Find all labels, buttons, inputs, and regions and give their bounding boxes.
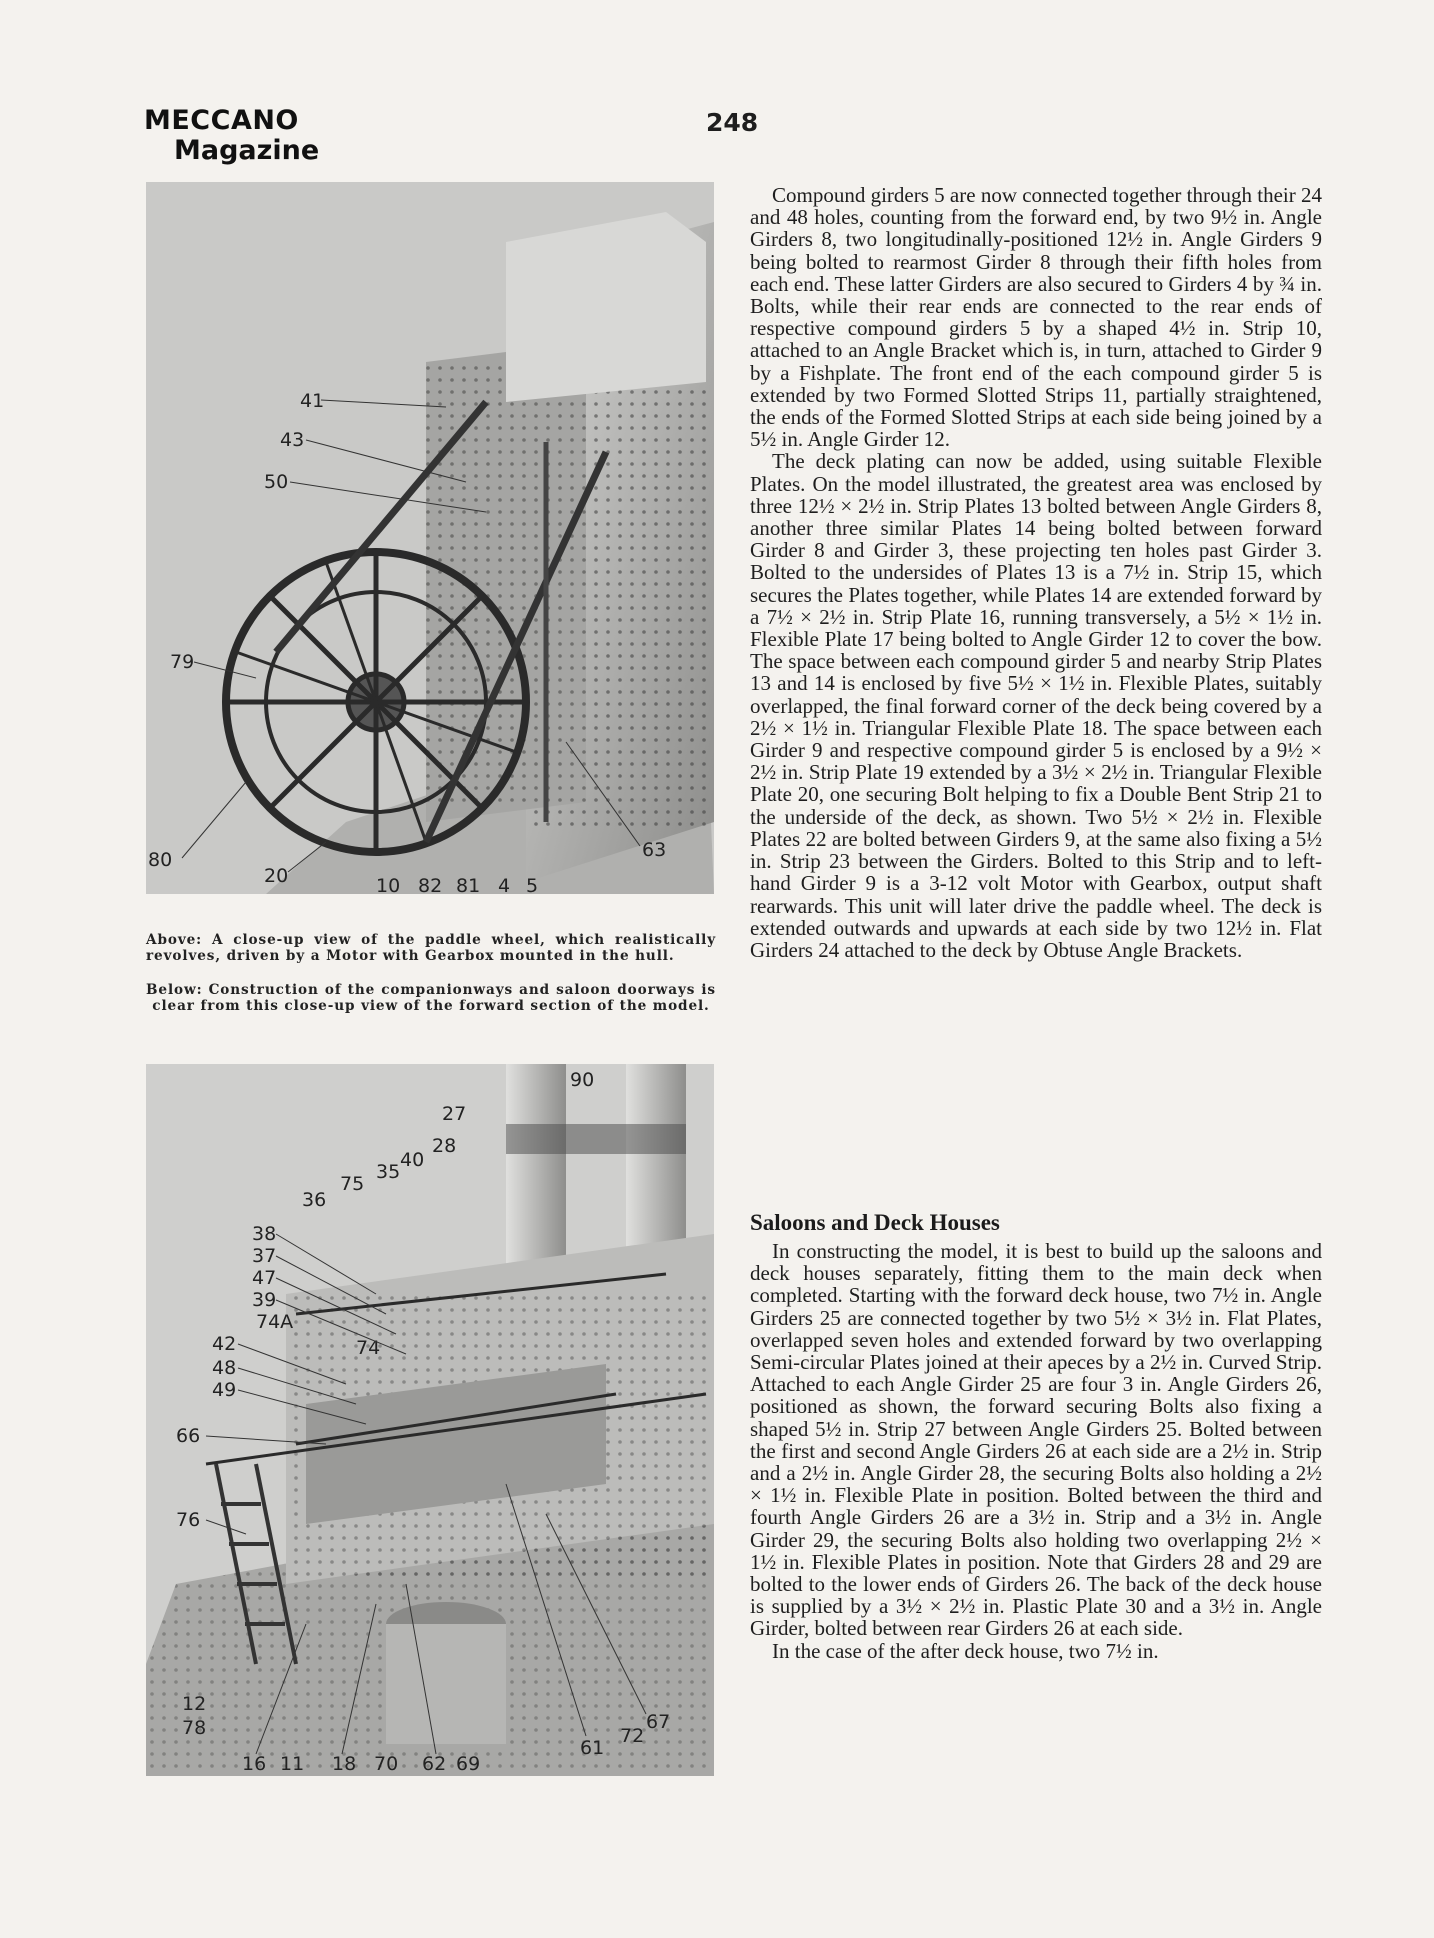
- paragraph-4: In the case of the after deck house, two 7½ in.: [772, 1638, 1159, 1663]
- caption-bottom: [146, 982, 716, 1014]
- label-20: 20: [264, 865, 289, 887]
- label-70: 70: [374, 1753, 399, 1775]
- label-40: 40: [400, 1149, 425, 1171]
- label-72: 72: [620, 1725, 645, 1747]
- masthead-subtitle: Magazine: [174, 135, 320, 166]
- label-10: 10: [376, 875, 401, 894]
- label-47: 47: [252, 1267, 277, 1289]
- label-27: 27: [442, 1103, 467, 1125]
- label-76: 76: [176, 1509, 201, 1531]
- caption-top: Above: A close-up view of the paddle wheel, which realistically revolves, driven by a Motor with Gearbox mounted in the hull.: [146, 932, 716, 964]
- label-78: 78: [182, 1717, 207, 1739]
- body-column-bottom: [750, 1240, 1322, 1662]
- paragraph-1: Compound girders 5 are now connected together through their 24 and 48 holes, counting from the forward end, by two 9½ in. Angle Girders 8, two longitudinally-positioned 12½ in. Angle Girders 9 being bolted to rearmost Girder 8 through their fifth holes from each end. These latter Girders are also secured to Girders 4 by ¾ in. Bolts, while their rear ends are connected to the rear ends of respective compound girders 5 by a shaped 4½ in. Strip 10, attached to an Angle Bracket which is, in turn, attached to Girder 9 by a Fishplate. The front end of the each compound girder 5 is extended by two Formed Slotted Strips 11, partially straightened, the ends of the Formed Slotted Strips at each side being joined by a 5½ in. Angle Girder 12.: [750, 183, 1322, 452]
- label-37: 37: [252, 1245, 277, 1267]
- forward-section-photo: [146, 1064, 714, 1776]
- page-number: 248: [706, 108, 759, 137]
- label-28: 28: [432, 1135, 457, 1157]
- label-11: 11: [280, 1753, 305, 1775]
- label-74: 74: [356, 1337, 381, 1359]
- label-67: 67: [646, 1711, 671, 1733]
- label-69: 69: [456, 1753, 481, 1775]
- label-49: 49: [212, 1379, 237, 1401]
- label-42: 42: [212, 1333, 237, 1355]
- label-82: 82: [418, 875, 443, 894]
- label-41: 41: [300, 390, 325, 412]
- masthead-title: MECCANO: [144, 105, 299, 136]
- label-66: 66: [176, 1425, 201, 1447]
- label-63: 63: [642, 839, 667, 861]
- paddle-wheel-photo: [146, 182, 714, 894]
- label-75: 75: [340, 1173, 365, 1195]
- label-48: 48: [212, 1357, 237, 1379]
- masthead: [144, 106, 319, 166]
- paragraph-3: In constructing the model, it is best to build up the saloons and deck houses separately, fitting them to the main deck when completed. Starting with the forward deck house, two 7½ in. Angle Girders 25 are connected together by two 5½ × 3½ in. Flat Plates, overlapped seven holes and extended forward by two overlapping Semi-circular Plates joined at their apeces by a 2½ in. Curved Strip. Attached to each Angle Girder 25 are four 3 in. Angle Girders 26, positioned as shown, the forward securing Bolts also fixing a shaped 5½ in. Strip 27 between Angle Girders 25. Bolted between the first and second Angle Girders 26 at each side are a 2½ in. Strip and a 2½ in. Angle Girder 28, the securing Bolts also holding a 2½ × 1½ in. Flexible Plate in position. Bolted between the third and fourth Angle Girders 26 are a 3½ in. Strip and a 3½ in. Angle Girder 29, the securing Bolts also holding two overlapping 2½ × 1½ in. Flexible Plates in position. Note that Girders 28 and 29 are bolted to the lower ends of Girders 26. The back of the deck house is supplied by a 3½ × 2½ in. Plastic Plate 30 and a 3½ in. Angle Girder, bolted between rear Girders 26 at each side.: [750, 1239, 1322, 1641]
- label-79: 79: [170, 651, 195, 673]
- label-5: 5: [526, 875, 539, 894]
- label-74A: 74A: [256, 1311, 294, 1333]
- paddle-wheel: [226, 552, 526, 852]
- label-90: 90: [570, 1069, 595, 1091]
- label-38: 38: [252, 1223, 277, 1245]
- label-36: 36: [302, 1189, 327, 1211]
- label-35: 35: [376, 1161, 401, 1183]
- label-18: 18: [332, 1753, 357, 1775]
- section-heading: Saloons and Deck Houses: [750, 1210, 1000, 1235]
- paragraph-2: The deck plating can now be added, using suitable Flexible Plates. On the model illustrated, the greatest area was enclosed by three 12½ × 2½ in. Strip Plates 13 bolted between Angle Girders 8, another three similar Plates 14 being bolted between forward Girder 8 and Girder 3, these projecting ten holes past Girder 3. Bolted to the undersides of Plates 13 is a 7½ in. Strip 15, which secures the Plates together, while Plates 14 are extended forward by a 7½ × 2½ in. Strip Plate 16, running transversely, a 5½ × 1½ in. Flexible Plate 17 being bolted to Angle Girder 12 to cover the bow. The space between each compound girder 5 and nearby Strip Plates 13 and 14 is enclosed by five 5½ × 1½ in. Flexible Plates, suitably overlapped, the final forward corner of the deck being covered by a 2½ × 1½ in. Triangular Flexible Plate 18. The space between each Girder 9 and respective compound girder 5 is enclosed by a 9½ × 2½ in. Strip Plate 19 extended by a 3½ × 2½ in. Triangular Flexible Plate 20, one securing Bolt helping to fix a Double Bent Strip 21 to the underside of the deck, as shown. Two 5½ × 2½ in. Flexible Plates 22 are bolted between Girders 9, at the same also fixing a 5½ in. Strip 23 between the Girders. Bolted to this Strip and to left-hand Girder 9 is a 3-12 volt Motor with Gearbox, output shaft rearwards. This unit will later drive the paddle wheel. The deck is extended outwards and upwards at each side by two 12½ in. Flat Girders 24 attached to the deck by Obtuse Angle Brackets.: [750, 449, 1322, 962]
- label-39: 39: [252, 1289, 277, 1311]
- label-80: 80: [148, 849, 173, 871]
- label-43: 43: [280, 429, 305, 451]
- label-12: 12: [182, 1693, 207, 1715]
- label-4: 4: [498, 875, 511, 894]
- label-81: 81: [456, 875, 481, 894]
- caption-bottom-text: Below: Construction of the companionways and saloon doorways is clear from this close-up view of the forward section of the model.: [146, 982, 716, 1014]
- label-62: 62: [422, 1753, 447, 1775]
- label-61: 61: [580, 1737, 605, 1759]
- label-16: 16: [242, 1753, 267, 1775]
- label-50: 50: [264, 471, 289, 493]
- body-column-top: [750, 184, 1322, 961]
